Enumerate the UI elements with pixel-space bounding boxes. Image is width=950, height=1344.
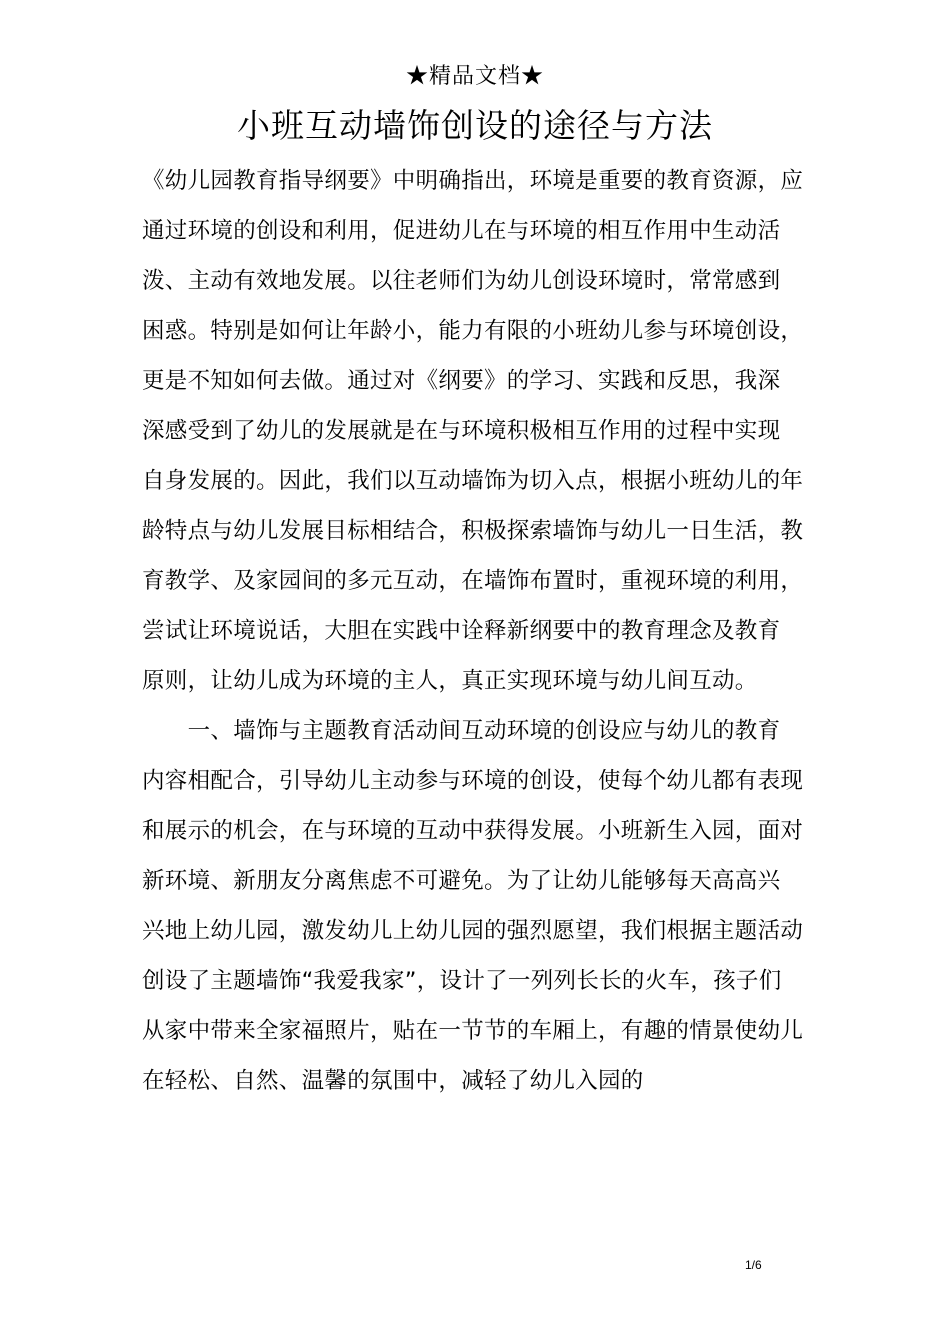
body-line: 内容相配合，引导幼儿主动参与环境的创设，使每个幼儿都有表现 bbox=[142, 768, 804, 794]
document-title: 小班互动墙饰创设的途径与方法 bbox=[237, 106, 713, 145]
body-line: 更是不知如何去做。通过对《纲要》的学习、实践和反思，我深 bbox=[142, 368, 781, 394]
body-line: 自身发展的。因此，我们以互动墙饰为切入点，根据小班幼儿的年 bbox=[142, 468, 804, 494]
body-line: 原则，让幼儿成为环境的主人，真正实现环境与幼儿间互动。 bbox=[142, 668, 758, 694]
body-line: 龄特点与幼儿发展目标相结合，积极探索墙饰与幼儿一日生活，教 bbox=[142, 518, 804, 544]
page-number: 1/6 bbox=[745, 1258, 762, 1272]
body-line: 通过环境的创设和利用，促进幼儿在与环境的相互作用中生动活 bbox=[142, 218, 781, 244]
body-line: 困惑。特别是如何让年龄小，能力有限的小班幼儿参与环境创设， bbox=[142, 318, 804, 344]
body-line: 一、墙饰与主题教育活动间互动环境的创设应与幼儿的教育 bbox=[142, 718, 781, 744]
body-line: 新环境、新朋友分离焦虑不可避免。为了让幼儿能够每天高高兴 bbox=[142, 868, 781, 894]
body-line: 创设了主题墙饰“我爱我家”，设计了一列列长长的火车，孩子们 bbox=[142, 968, 782, 994]
body-line: 《幼儿园教育指导纲要》中明确指出，环境是重要的教育资源，应 bbox=[142, 168, 804, 194]
body-line: 育教学、及家园间的多元互动，在墙饰布置时，重视环境的利用， bbox=[142, 568, 804, 594]
header-mark: ★精品文档★ bbox=[405, 64, 544, 89]
document-body bbox=[142, 156, 832, 1106]
body-line: 在轻松、自然、温馨的氛围中，减轻了幼儿入园的 bbox=[142, 1068, 644, 1094]
body-line: 从家中带来全家福照片，贴在一节节的车厢上，有趣的情景使幼儿 bbox=[142, 1018, 804, 1044]
body-line: 和展示的机会，在与环境的互动中获得发展。小班新生入园，面对 bbox=[142, 818, 804, 844]
body-line: 深感受到了幼儿的发展就是在与环境积极相互作用的过程中实现 bbox=[142, 418, 781, 444]
body-line: 尝试让环境说话，大胆在实践中诠释新纲要中的教育理念及教育 bbox=[142, 618, 781, 644]
body-line: 兴地上幼儿园，激发幼儿上幼儿园的强烈愿望，我们根据主题活动 bbox=[142, 918, 804, 944]
body-line: 泼、主动有效地发展。以往老师们为幼儿创设环境时，常常感到 bbox=[142, 268, 781, 294]
